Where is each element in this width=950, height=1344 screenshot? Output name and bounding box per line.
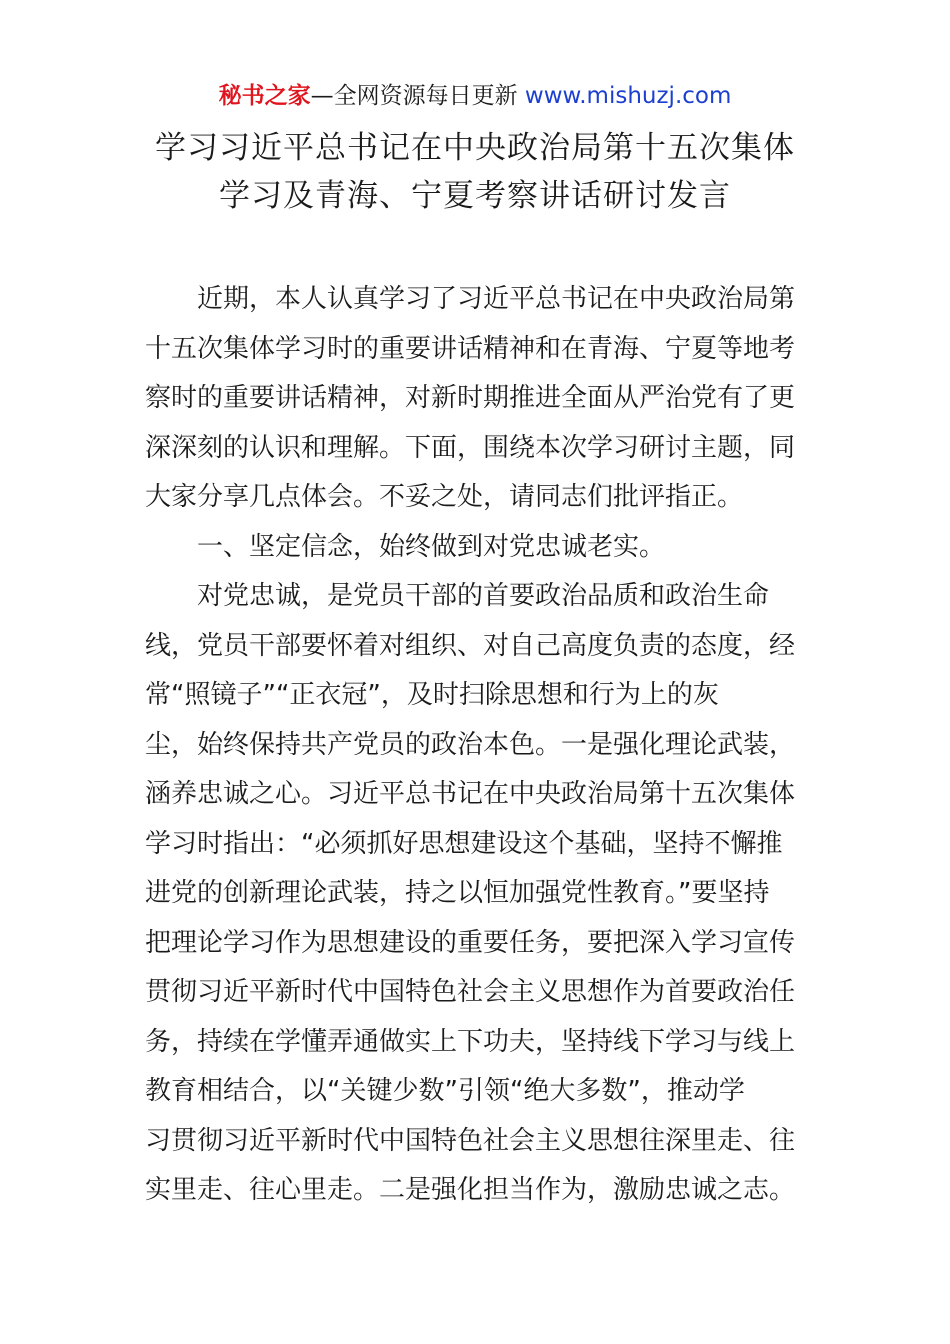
body-line: 线，党员干部要怀着对组织、对自己高度负责的态度，经 [145,630,796,661]
body-line: 大家分享几点体会。不妥之处，请同志们批评指正。 [145,482,744,512]
body-line: 把理论学习作为思想建设的重要任务，要把深入学习宣传 [145,927,796,958]
brand-name: 秘书之家 [218,83,311,109]
body-line: 务，持续在学懂弄通做实上下功夫，坚持线下学习与线上 [145,1026,796,1057]
body-line: 近期，本人认真学习了习近平总书记在中央政治局第 [145,284,796,314]
body-line: 察时的重要讲话精神，对新时期推进全面从严治党有了更 [145,383,796,413]
title-line-1: 学习习近平总书记在中央政治局第十五次集体 [155,130,795,166]
body-line: 进党的创新理论武装，持之以恒加强党性教育。”要坚持 [145,878,770,908]
body-line: 涵养忠诚之心。习近平总书记在中央政治局第十五次集体 [145,779,796,809]
site-header [0,80,950,112]
section-heading: 一、坚定信念，始终做到对党忠诚老实。 [145,531,666,562]
body-line: 常“照镜子”“正衣冠”，及时扫除思想和行为上的灰 [145,680,719,710]
body-line: 习贯彻习近平新时代中国特色社会主义思想往深里走、往 [145,1125,796,1156]
body-line: 教育相结合，以“关键少数”引领“绝大多数”，推动学 [145,1076,745,1106]
header-tagline: —全网资源每日更新 [310,83,525,109]
body-line: 实里走、往心里走。二是强化担当作为，激励忠诚之志。 [145,1175,796,1205]
document-title [0,124,950,220]
body-line: 十五次集体学习时的重要讲话精神和在青海、宁夏等地考 [145,333,796,364]
body-line: 尘，始终保持共产党员的政治本色。一是强化理论武装， [145,729,796,760]
body-line: 深深刻的认识和理解。下面，围绕本次学习研讨主题，同 [145,432,796,463]
title-line-2: 学习及青海、宁夏考察讲话研讨发言 [219,178,731,214]
document-body [145,275,810,1216]
body-line: 学习时指出：“必须抓好思想建设这个基础，坚持不懈推 [145,828,783,859]
body-line: 贯彻习近平新时代中国特色社会主义思想作为首要政治任 [145,977,796,1007]
body-line: 对党忠诚，是党员干部的首要政治品质和政治生命 [145,581,770,611]
site-url-link[interactable]: www.mishuzj.com [524,83,732,109]
